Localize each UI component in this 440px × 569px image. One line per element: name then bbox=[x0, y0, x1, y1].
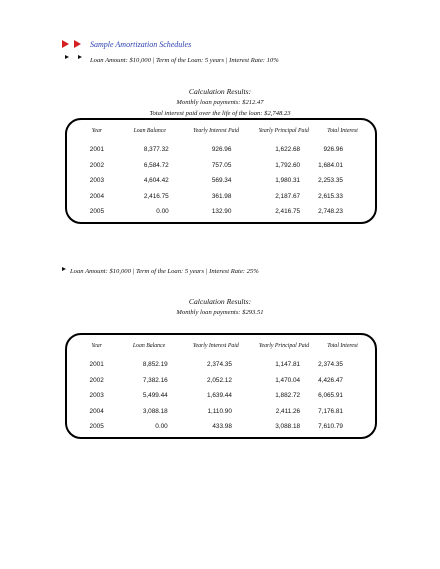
bullet-icon bbox=[62, 267, 66, 271]
schedule-table-2 bbox=[77, 343, 367, 435]
cell-year: 2004 bbox=[89, 407, 104, 415]
cell-loan-balance: 7,382.16 bbox=[142, 376, 168, 384]
table-row bbox=[77, 404, 367, 420]
total-interest-1: Total interest paid over the life of the loan: $2,748.23 bbox=[149, 110, 291, 117]
table-header-row bbox=[77, 128, 367, 142]
cell-yearly-interest: 757.05 bbox=[211, 161, 232, 169]
amortization-table-2 bbox=[65, 333, 377, 439]
cell-total-interest: 926.96 bbox=[323, 146, 343, 154]
cell-loan-balance: 4,604.42 bbox=[143, 177, 169, 185]
cell-loan-balance: 8,377.32 bbox=[143, 146, 169, 154]
cell-loan-balance: 5,499.44 bbox=[142, 392, 168, 400]
cell-loan-balance: 2,416.75 bbox=[143, 192, 169, 200]
column-header-yearly-interest: Yearly Interest Paid bbox=[192, 343, 239, 349]
cell-loan-balance: 0.00 bbox=[155, 423, 168, 431]
column-header-year: Year bbox=[91, 343, 102, 349]
cell-yearly-principal: 2,416.75 bbox=[275, 208, 301, 216]
cell-yearly-interest: 361.98 bbox=[211, 192, 232, 200]
column-header-year: Year bbox=[91, 128, 103, 134]
column-header-loan-balance: Loan Balance bbox=[133, 128, 166, 134]
cell-total-interest: 4,426.47 bbox=[318, 376, 343, 384]
column-header-yearly-interest: Yearly Interest Paid bbox=[193, 128, 240, 134]
cell-year: 2002 bbox=[89, 161, 104, 169]
table-row bbox=[77, 373, 367, 389]
results-title-2: Calculation Results: bbox=[188, 297, 252, 306]
table-row bbox=[77, 173, 367, 189]
red-bullet-icon bbox=[74, 40, 81, 48]
cell-yearly-principal: 1,622.68 bbox=[275, 146, 301, 154]
cell-yearly-principal: 1,980.31 bbox=[275, 177, 301, 185]
table-row bbox=[77, 419, 367, 435]
cell-yearly-interest: 1,639.44 bbox=[207, 392, 232, 400]
cell-year: 2002 bbox=[89, 376, 104, 384]
cell-loan-balance: 0.00 bbox=[156, 208, 169, 216]
column-header-total-interest: Total Interest bbox=[327, 128, 358, 134]
cell-total-interest: 6,065.91 bbox=[318, 392, 343, 400]
loan2-parameters: Loan Amount: $10,000 | Term of the Loan: 5 years | Interest Rate: 25% bbox=[70, 268, 259, 275]
document-title: Sample Amortization Schedules bbox=[90, 40, 192, 49]
cell-year: 2003 bbox=[89, 177, 104, 185]
cell-loan-balance: 3,088.18 bbox=[142, 407, 168, 415]
cell-year: 2005 bbox=[89, 208, 104, 216]
column-header-total-interest: Total Interest bbox=[327, 343, 358, 349]
cell-total-interest: 1,684.01 bbox=[318, 161, 343, 169]
cell-yearly-interest: 926.96 bbox=[211, 146, 232, 154]
cell-year: 2003 bbox=[89, 392, 104, 400]
column-header-loan-balance: Loan Balance bbox=[132, 343, 166, 349]
cell-loan-balance: 6,584.72 bbox=[143, 161, 169, 169]
cell-yearly-principal: 1,792.60 bbox=[275, 161, 301, 169]
cell-year: 2004 bbox=[89, 192, 104, 200]
cell-yearly-principal: 1,470.04 bbox=[275, 376, 301, 384]
column-header-yearly-principal: Yearly Principal Paid bbox=[258, 128, 309, 134]
cell-yearly-interest: 2,052.12 bbox=[207, 376, 232, 384]
bullet-icon bbox=[78, 55, 82, 59]
schedule-table-1 bbox=[77, 128, 367, 220]
cell-yearly-interest: 433.98 bbox=[212, 423, 232, 431]
cell-yearly-interest: 2,374.35 bbox=[207, 361, 232, 369]
cell-total-interest: 7,610.79 bbox=[318, 423, 343, 431]
cell-total-interest: 2,615.33 bbox=[318, 192, 343, 200]
cell-yearly-principal: 2,411.26 bbox=[275, 407, 301, 415]
table-row bbox=[77, 158, 367, 174]
cell-yearly-interest: 569.34 bbox=[211, 177, 232, 185]
table-row bbox=[77, 189, 367, 205]
results-title-1: Calculation Results: bbox=[188, 87, 252, 96]
table-header-row bbox=[77, 343, 367, 357]
cell-yearly-interest: 1,110.90 bbox=[207, 407, 232, 415]
table-row bbox=[77, 357, 367, 373]
table-row bbox=[77, 388, 367, 404]
cell-loan-balance: 8,852.19 bbox=[142, 361, 168, 369]
cell-year: 2001 bbox=[89, 146, 104, 154]
monthly-payment-2: Monthly loan payments: $293.51 bbox=[176, 309, 264, 316]
cell-year: 2001 bbox=[89, 361, 104, 369]
cell-year: 2005 bbox=[89, 423, 104, 431]
cell-total-interest: 2,253.35 bbox=[318, 177, 343, 185]
monthly-payment-1: Monthly loan payments: $212.47 bbox=[176, 99, 264, 106]
amortization-table-1 bbox=[65, 118, 377, 224]
table-row bbox=[77, 142, 367, 158]
cell-yearly-principal: 1,147.81 bbox=[275, 361, 301, 369]
cell-yearly-principal: 1,882.72 bbox=[275, 392, 301, 400]
red-bullet-icon bbox=[62, 40, 69, 48]
cell-total-interest: 7,176.81 bbox=[318, 407, 343, 415]
column-header-yearly-principal: Yearly Principal Paid bbox=[258, 343, 310, 349]
bullet-icon bbox=[65, 55, 69, 59]
loan1-parameters: Loan Amount: $10,000 | Term of the Loan: 5 years | Interest Rate: 10% bbox=[90, 57, 279, 64]
cell-total-interest: 2,748.23 bbox=[318, 208, 343, 216]
cell-yearly-principal: 2,187.67 bbox=[275, 192, 301, 200]
cell-total-interest: 2,374.35 bbox=[318, 361, 343, 369]
cell-yearly-interest: 132.90 bbox=[211, 208, 232, 216]
cell-yearly-principal: 3,088.18 bbox=[275, 423, 301, 431]
table-row bbox=[77, 204, 367, 220]
